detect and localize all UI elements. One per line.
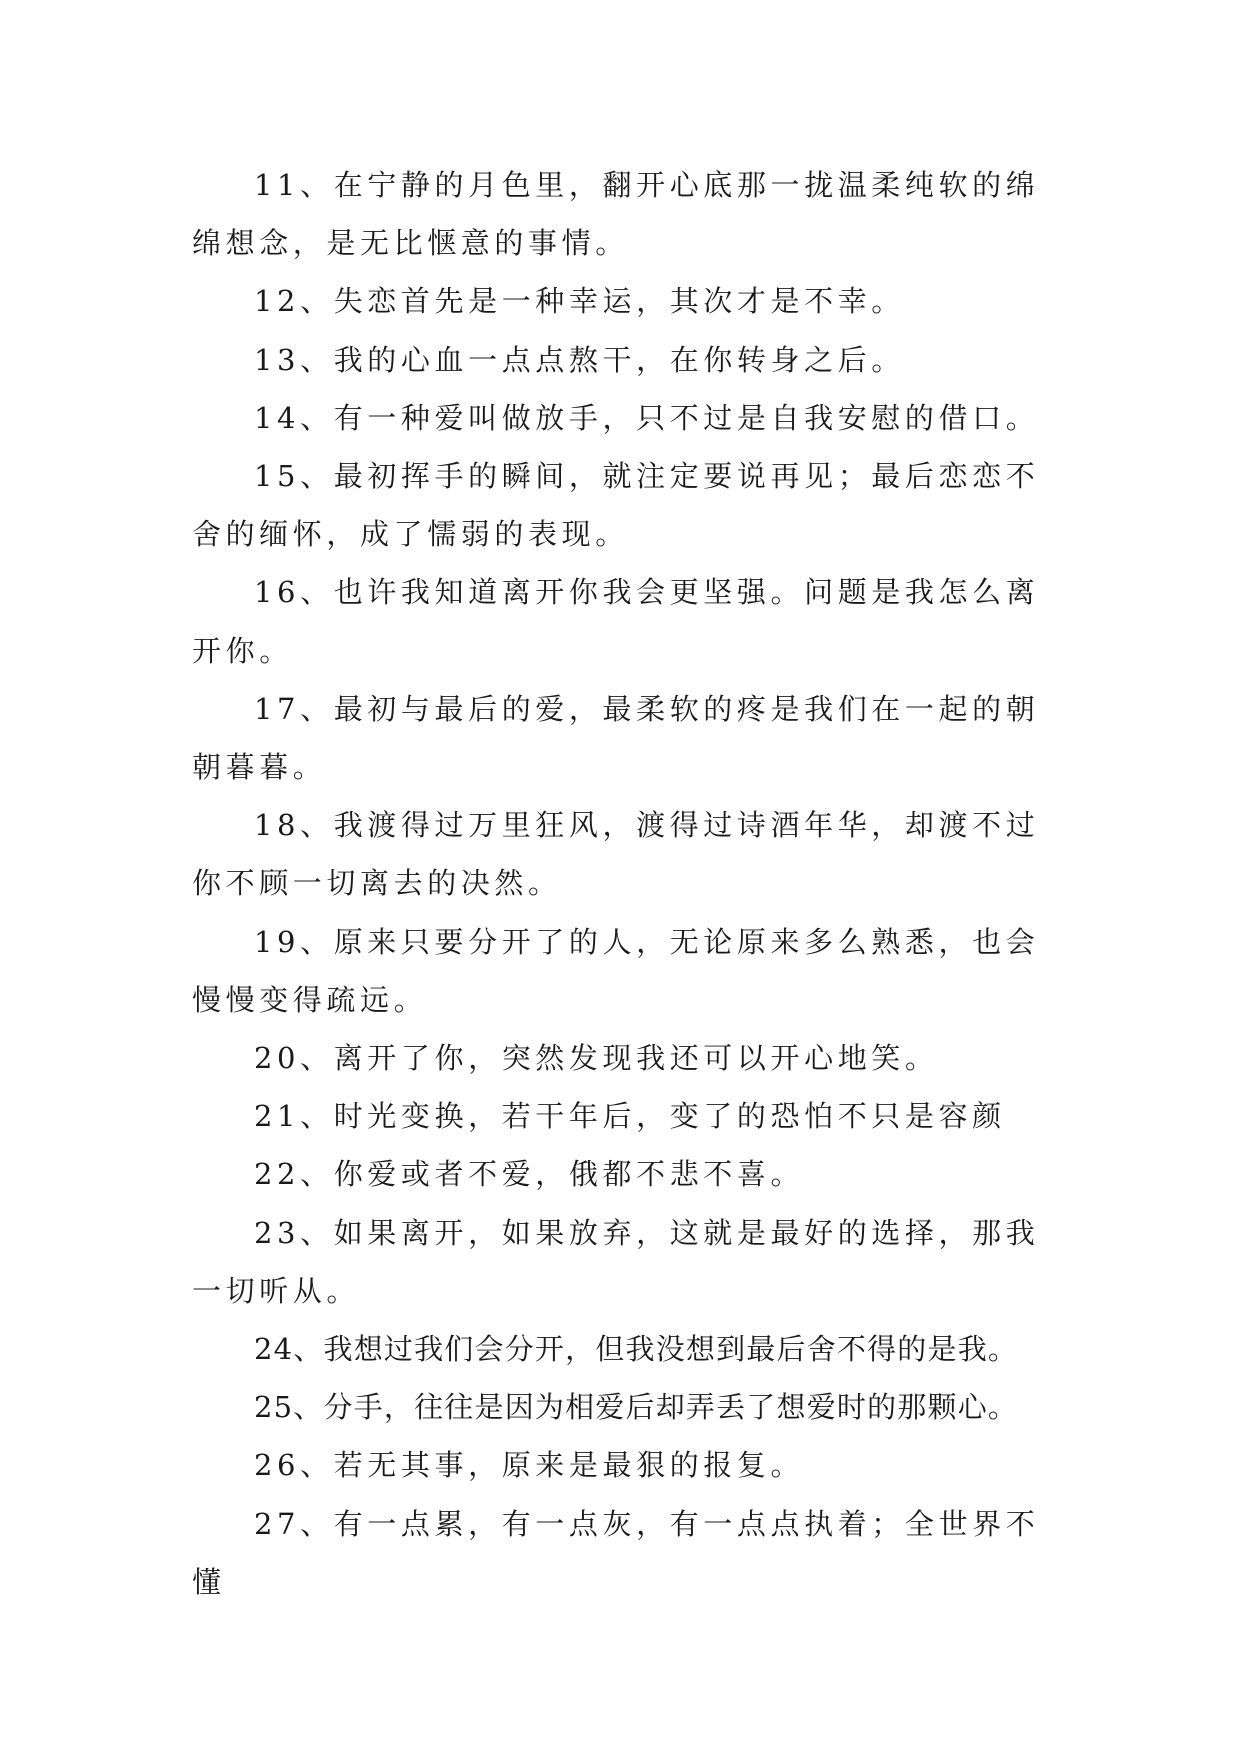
paragraph-23: 23、如果离开，如果放弃，这就是最好的选择，那我一切听从。	[192, 1215, 1040, 1308]
document-body	[192, 156, 1052, 1611]
paragraph-24: 24、我想过我们会分开，但我没想到最后舍不得的是我。	[254, 1332, 1019, 1367]
paragraph-13: 13、我的心血一点点熬干，在你转身之后。	[254, 342, 905, 377]
paragraph-12: 12、失恋首先是一种幸运，其次才是不幸。	[254, 284, 905, 319]
paragraph-14: 14、有一种爱叫做放手，只不过是自我安慰的借口。	[254, 400, 1040, 435]
paragraph-16: 16、也许我知道离开你我会更坚强。问题是我怎么离开你。	[192, 575, 1040, 668]
paragraph-20: 20、离开了你，突然发现我还可以开心地笑。	[254, 1041, 939, 1076]
paragraph-27: 27、有一点累，有一点灰，有一点点执着；全世界不懂	[192, 1506, 1040, 1599]
paragraph-18: 18、我渡得过万里狂风，渡得过诗酒年华，却渡不过你不顾一切离去的决然。	[192, 808, 1040, 901]
paragraph-15: 15、最初挥手的瞬间，就注定要说再见；最后恋恋不舍的缅怀，成了懦弱的表现。	[192, 459, 1040, 552]
paragraph-11: 11、在宁静的月色里，翻开心底那一拢温柔纯软的绵绵想念，是无比惬意的事情。	[192, 168, 1040, 261]
paragraph-19: 19、原来只要分开了的人，无论原来多么熟悉，也会慢慢变得疏远。	[192, 924, 1040, 1017]
paragraph-21: 21、时光变换，若干年后，变了的恐怕不只是容颜	[254, 1099, 1006, 1134]
paragraph-25: 25、分手，往往是因为相爱后却弄丢了想爱时的那颗心。	[254, 1390, 1019, 1425]
paragraph-26: 26、若无其事，原来是最狠的报复。	[254, 1448, 805, 1483]
paragraph-17: 17、最初与最后的爱，最柔软的疼是我们在一起的朝朝暮暮。	[192, 691, 1040, 785]
paragraph-22: 22、你爱或者不爱，俄都不悲不喜。	[254, 1157, 805, 1192]
